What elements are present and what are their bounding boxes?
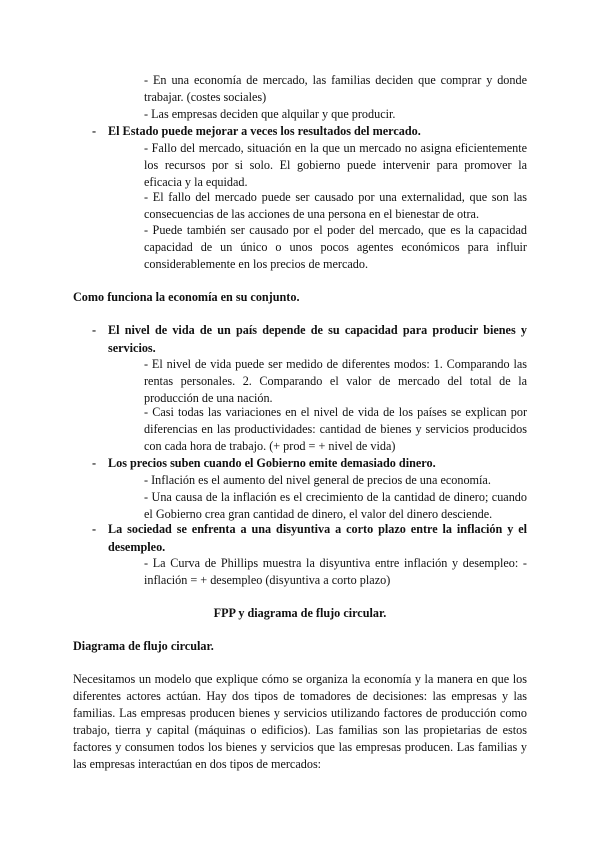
bullet-marker: - [92, 456, 97, 470]
bullet-title-estado: El Estado puede mejorar a veces los resultados del mercado. [108, 124, 421, 138]
heading-economia-conjunto: Como funciona la economía en su conjunto. [73, 290, 300, 304]
subitem-inflacion-def: - Inflación es el aumento del nivel general de precios de una economía. [144, 473, 491, 487]
heading-fpp: FPP y diagrama de flujo circular. [213, 606, 387, 620]
subitem-externalidad: - El fallo del mercado puede ser causado por una externalidad, que son las consecuencias de las acciones de una persona en el bienestar de otra. [144, 190, 527, 221]
subitem-fallo-mercado: - Fallo del mercado, situación en la que un mercado no asigna eficientemente los recursos por si solo. El gobierno puede intervenir para promover la eficacia y la equidad. [144, 141, 527, 189]
subitem-empresas: - Las empresas deciden que alquilar y que producir. [144, 107, 396, 121]
bullet-marker: - [92, 124, 97, 138]
bullet-marker: - [92, 522, 97, 536]
subitem-poder-mercado: - Puede también ser causado por el poder del mercado, que es la capacidad capacidad de un único o unos pocos agentes económicos para influir considerablemente en los precios de mercado. [144, 223, 527, 271]
heading-diagrama-flujo: Diagrama de flujo circular. [73, 639, 214, 653]
bullet-title-nivel-vida: El nivel de vida de un país depende de su capacidad para producir bienes y servicios. [108, 323, 527, 355]
paragraph-modelo-economia: Necesitamos un modelo que explique cómo se organiza la economía y la manera en que los diferentes actores actúan. Hay dos tipos de tomadores de decisiones: las empresas y las familias. Las empresas producen bienes y servicios utilizando factores de producción como trabajo, tierra y capital (máquinas o edificios). Las familias son las propietarias de estos factores y consumen todos los bienes y servicios que las empresas producen. Las familias y las empresas interactúan en dos tipos de mercados: [73, 672, 527, 771]
subitem-causa-inflacion: - Una causa de la inflación es el crecimiento de la cantidad de dinero; cuando el Gobierno crea gran cantidad de dinero, el valor del dinero desciende. [144, 490, 527, 521]
subitem-familias: - En una economía de mercado, las familias deciden que comprar y donde trabajar. (costes sociales) [144, 73, 527, 104]
subitem-curva-phillips: - La Curva de Phillips muestra la disyuntiva entre inflación y desempleo: -inflación = + desempleo (disyuntiva a corto plazo) [144, 556, 527, 587]
bullet-title-precios: Los precios suben cuando el Gobierno emite demasiado dinero. [108, 456, 436, 470]
bullet-marker: - [92, 323, 97, 337]
subitem-productividad: - Casi todas las variaciones en el nivel de vida de los países se explican por diferencias en las productividades: cantidad de bienes y servicios producidos con cada hora de trabajo. (+ prod = + nivel de vida) [144, 405, 527, 453]
subitem-medicion-nivel-vida: - El nivel de vida puede ser medido de diferentes modos: 1. Comparando las rentas personales. 2. Comparando el valor de mercado del total de la producción de una nación. [144, 357, 527, 405]
bullet-title-sociedad: La sociedad se enfrenta a una disyuntiva a corto plazo entre la inflación y el desempleo. [108, 522, 527, 554]
